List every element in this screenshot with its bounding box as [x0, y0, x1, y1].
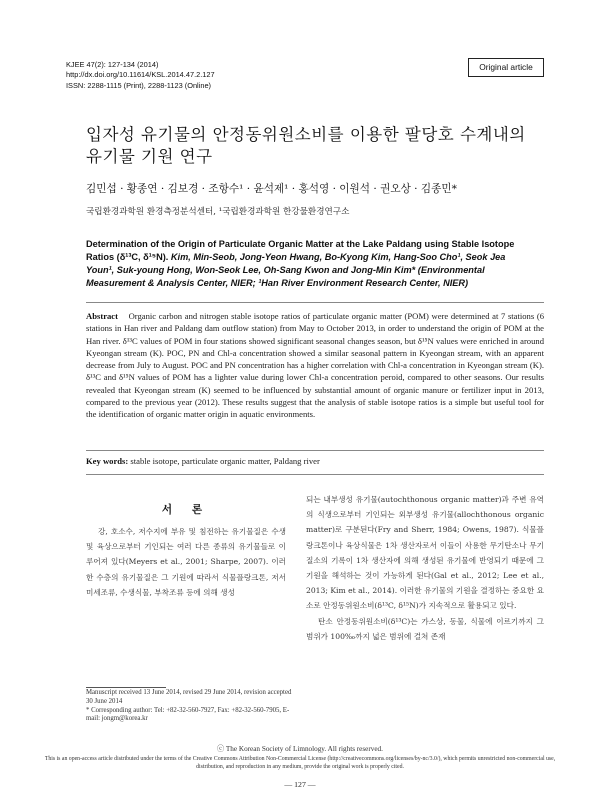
corresponding-author: * Corresponding author: Tel: +82-32-560-7927, Fax: +82-32-560-7905, E-mail: jongm@korea.kr	[86, 706, 290, 723]
copyright-line: ⓒ The Korean Society of Limnology. All rights reserved.	[217, 745, 383, 753]
keywords	[86, 456, 544, 466]
doi-link[interactable]: http://dx.doi.org/10.11614/KSL.2014.47.2.127	[66, 70, 215, 80]
article-type-badge: Original article	[468, 58, 544, 77]
korean-title-line1: 입자성 유기물의 안정동위원소비를 이용한 팔당호 수계내의	[86, 125, 526, 144]
english-title-block	[86, 238, 536, 290]
korean-title	[86, 124, 546, 168]
abstract-top-rule	[86, 302, 544, 303]
keywords-label: Key words:	[86, 456, 129, 466]
journal-header	[66, 60, 215, 91]
korean-affiliation: 국립환경과학원 환경측정분석센터, ¹국립환경과학원 한강물환경연구소	[86, 207, 350, 217]
right-column-paragraph-2: 탄소 안정동위원소비(δ¹³C)는 가스상, 동물, 식물에 이르기까지 그 범위가 100‰까지 넓은 범위에 걸쳐 존재	[306, 616, 544, 641]
keywords-text: stable isotope, particulate organic matter, Paldang river	[130, 456, 320, 466]
left-column	[86, 524, 286, 600]
right-column-paragraph-1: 되는 내부생성 유기물(autochthonous organic matter)과 주변 유역의 식생으로부터 기인되는 외부생성 유기물(allochthonous organic matter)로 구분된다(Fry and Sherr, 1984; Owens, 1987). 식물플랑크톤이나 육상식물은 1차 생산자로서 이들이 사용한 무기탄소나 무기질소의 기록이 1차 생산자에 의해 생성된 유기물에 반영되기 때문에 그 기원을 해석하는 것이 가능하게 된다(Gal et al., 2012; Lee et al., 2013; Kim et al., 2014). 이러한 유기물의 기원을 결정하는 중요한 요소로 안정동위원소비(δ¹³C, δ¹⁵N)가 지속적으로 활용되고 있다.	[306, 495, 544, 611]
issn-line: ISSN: 2288-1115 (Print), 2288-1123 (Online)	[66, 80, 212, 90]
journal-citation: KJEE 47(2): 127-134 (2014)	[66, 60, 159, 69]
abstract-text: Organic carbon and nitrogen stable isotope ratios of particulate organic matter (POM) were determined at 7 stations (6 stations in Han river and Paldang dam outflow station) from May to October 2013, in order to understand the origin of POM at the Han river. δ¹³C values of POM in four stations showed significant seasonal changes season, but δ¹⁵N values were enriched in around Kyeongan stream (K). POC, PN and Chl-a concentration showed a similar seasonal pattern in Kyeongan stream, with an apparent decrease from July to August. POC and PN concentration has a higher correlation with Chl-a concentration in Kyeongan stream (K). δ¹³C and δ¹⁵N values of POM has a lighter value during lower Chl-a concentration peroid, compared to other seasons. Our results revealed that Kyeongan stream (K) seemed to be influenced by substantial amount of organic manure or fertilizer input in 2013, compared to the previous year (2012). These results suggest that the analysis of stable isotope ratios is a simple but useful tool for the identification of organic matter origin in aquatic environments.	[86, 311, 545, 420]
section-title-introduction: 서 론	[161, 504, 211, 516]
english-title: Determination of the Origin of Particulate Organic Matter at the Lake Paldang using Stable Isotope Ratios (δ¹³C, δ¹⁵N).	[86, 239, 515, 263]
abstract	[86, 310, 544, 421]
korean-authors: 김민섭 · 황종연 · 김보경 · 조항수¹ · 윤석제¹ · 홍석영 · 이원석 · 권오상 · 김종민*	[86, 183, 457, 195]
footnote-rule	[86, 687, 166, 688]
right-column	[306, 492, 544, 644]
english-authors: Kim, Min-Seob, Jong-Yeon Hwang, Bo-Kyong Kim, Hang-Soo Cho¹, Seok Jea Youn¹, Suk-young Hong, Won-Seok Lee, Oh-Sang Kwon and Jong-Min Kim* (Environmental Measurement & Analysis Center, NIER; ¹Han River Environment Research Center, NIER)	[86, 252, 506, 289]
page-number: — 127 —	[284, 780, 316, 789]
abstract-label: Abstract	[86, 311, 118, 321]
footnote	[86, 689, 296, 724]
left-column-paragraph: 강, 호소수, 저수지에 부유 및 침전하는 유기물질은 수생 및 육상으로부터 기인되는 여러 다른 종류의 유기물들로 이루어져 있다(Meyers et al., 2001; Sharpe, 2007). 이러한 수층의 유기물질은 그 기원에 따라서 식물플랑크톤, 저서미세조류, 수생식물, 부착조류 등에 의해 생성	[86, 527, 286, 597]
license-text: This is an open-access article distributed under the terms of the Creative Commons Attribution Non-Commercial License (http://creativecommons.org/licenses/by-nc/3.0/), which permits unrestricted non-commercial use, distribution, and reproduction in any medium, provide the original work is properly cited.	[44, 756, 556, 770]
abstract-bottom-rule	[86, 474, 544, 475]
manuscript-dates: Manuscript received 13 June 2014, revised 29 June 2014, revision accepted 30 June 2014	[86, 689, 292, 705]
abstract-mid-rule	[86, 450, 544, 451]
korean-title-line2: 유기물 기원 연구	[86, 147, 213, 166]
